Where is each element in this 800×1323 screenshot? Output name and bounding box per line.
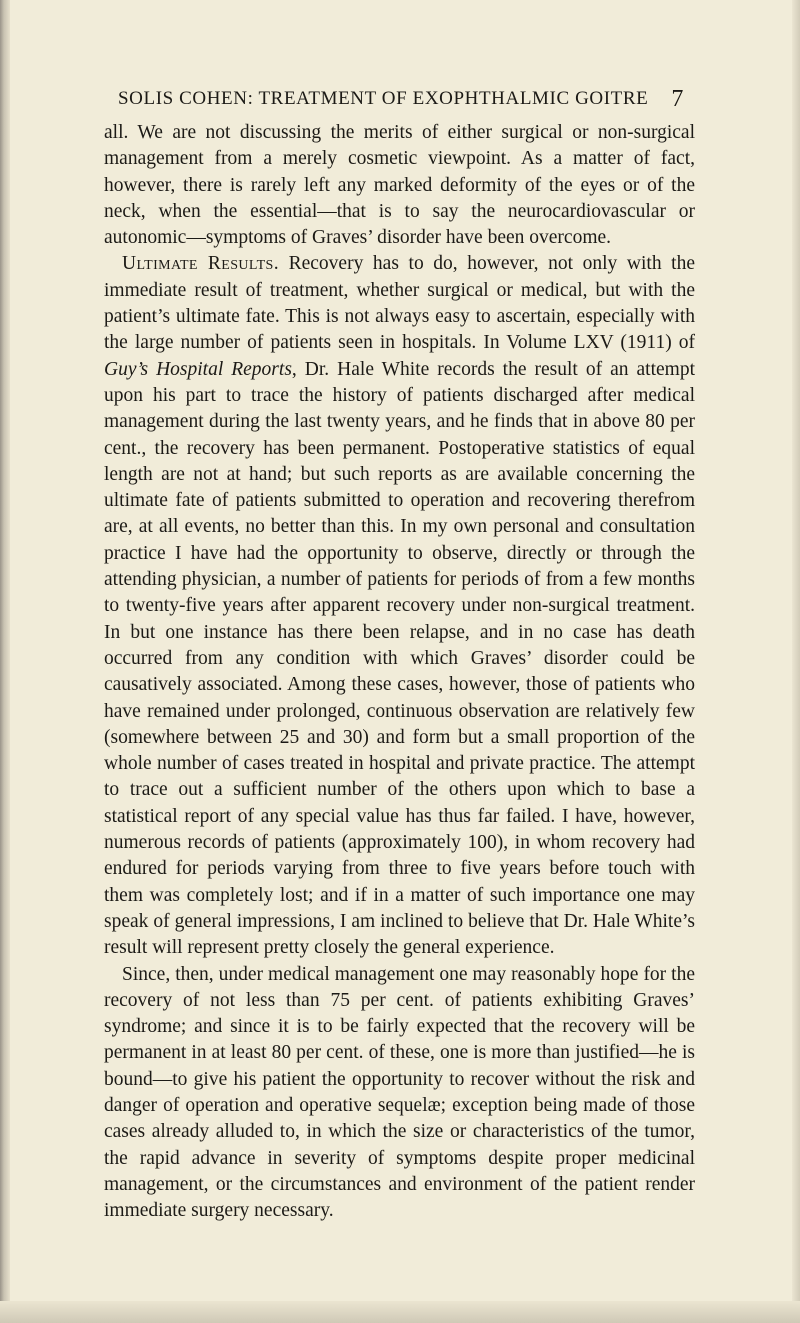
running-head: [118, 88, 684, 118]
page-edge-bottom: [0, 1301, 800, 1323]
page-edge-left: [0, 0, 10, 1323]
running-title: SOLIS COHEN: TREATMENT OF EXOPHTHALMIC GOITRE: [118, 88, 649, 109]
page-edge-right: [792, 0, 800, 1323]
journal-title: Guy’s Hospital Reports: [104, 358, 292, 380]
paragraph-3: Since, then, under medical management one may reasonably hope for the recovery of not less than 75 per cent. of patients exhibiting Graves’ syndrome; and since it is to be fairly expected that the recovery will be permanent in at least 80 per cent. of these, one is more than justified—he is bound—to give his patient the opportunity to recover without the risk and danger of operation and operative sequelæ; exception being made of those cases already alluded to, in which the size or characteristics of the tumor, the rapid advance in severity of symptoms despite proper medicinal management, or the circumstances and environment of the patient render immediate surgery necessary.: [104, 963, 695, 1222]
page-number: 7: [671, 86, 684, 112]
section-heading-ultimate-results: Ultimate Results.: [122, 253, 280, 275]
paragraph-2-text-2: , Dr. Hale White records the result of an attempt upon his part to trace the history of patients discharged after medical management during the last twenty years, and he finds that in above 80 per cent., the recovery has been permanent. Postoperative statistics of equal length are not at hand; but such reports as are available concerning the ultimate fate of patients submitted to operation and recovering therefrom are, at all events, no better than this. In my own personal and consultation practice I have had the opportunity to observe, directly or through the attending physician, a number of patients for periods of from a few months to twenty-five years after apparent recovery under non-surgical treatment. In but one instance has there been relapse, and in no case has death occurred from any condition with which Graves’ disorder could be causatively associated. Among these cases, however, those of patients who have remained under prolonged, continuous observation are relatively few (somewhere between 25 and 30) and form but a small proportion of the whole number of cases treated in hospital and private practice. The attempt to trace out a sufficient number of the others upon which to base a statistical report of any special value has thus far failed. I have, however, numerous records of patients (approximately 100), in whom recovery had endured for periods varying from three to five years before touch with them was completely lost; and if in a matter of such importance one may speak of general impressions, I am inclined to believe that Dr. Hale White’s result will represent pretty closely the general experience.: [104, 358, 695, 959]
paragraph-2-text-1: Recovery has to do, however, not only with the immediate result of treatment, whether surgical or medical, but with the patient’s ultimate fate. This is not always easy to ascertain, especially with the large number of patients seen in hospitals. In Volume LXV (1911) of: [104, 253, 695, 354]
paragraph-1: all. We are not discussing the merits of either surgical or non-surgical management from a merely cosmetic viewpoint. As a matter of fact, however, there is rarely left any marked deformity of the eyes or of the neck, when the essential—that is to say the neurocardiovascular or autonomic—symptoms of Graves’ disorder have been overcome.: [104, 122, 695, 249]
body-text: [104, 120, 695, 1222]
paragraph-ultimate-results: [104, 251, 695, 961]
